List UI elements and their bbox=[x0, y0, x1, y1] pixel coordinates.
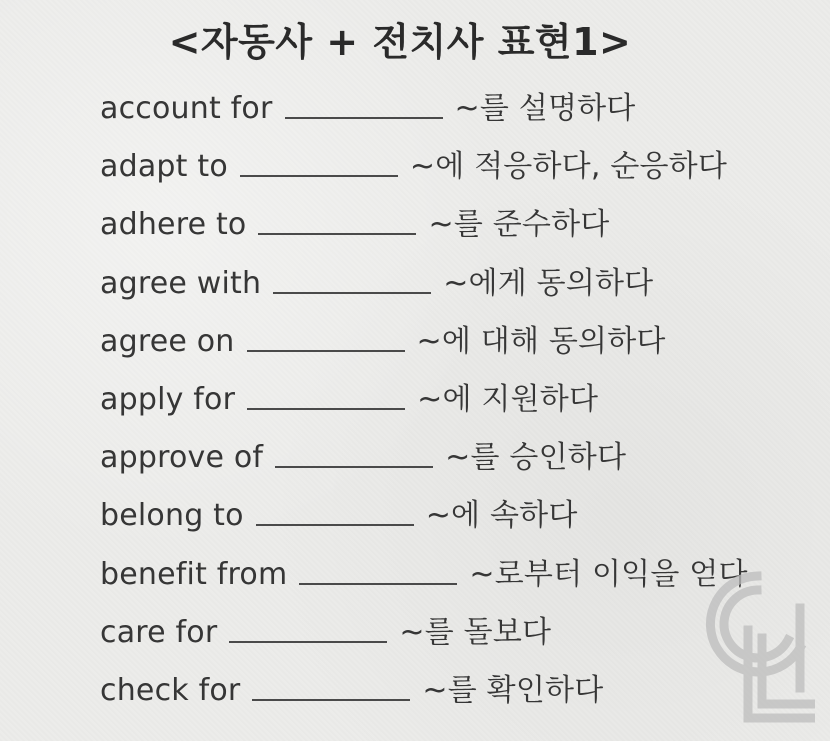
meaning-text: ~를 돌보다 bbox=[399, 614, 552, 650]
list-item bbox=[100, 662, 748, 720]
phrase-text: belong to bbox=[100, 498, 244, 534]
phrase-text: approve of bbox=[100, 440, 264, 476]
phrase-text: account for bbox=[100, 91, 273, 127]
blank-line bbox=[252, 677, 410, 701]
list-item bbox=[100, 80, 748, 138]
blank-line bbox=[240, 153, 398, 177]
meaning-text: ~에 지원하다 bbox=[417, 382, 599, 418]
blank-line bbox=[273, 270, 431, 294]
meaning-text: ~에 속하다 bbox=[425, 498, 578, 534]
phrase-text: agree on bbox=[100, 323, 235, 359]
blank-line bbox=[247, 328, 405, 352]
phrase-list bbox=[100, 80, 748, 720]
blank-line bbox=[247, 386, 405, 410]
meaning-text: ~를 승인하다 bbox=[445, 440, 627, 476]
list-item bbox=[100, 429, 748, 487]
meaning-text: ~에게 동의하다 bbox=[443, 265, 654, 301]
meaning-text: ~를 설명하다 bbox=[454, 91, 636, 127]
blank-line bbox=[299, 561, 457, 585]
list-item bbox=[100, 604, 748, 662]
phrase-text: benefit from bbox=[100, 556, 288, 592]
page-title: <자동사 + 전치사 표현1> bbox=[168, 20, 632, 64]
meaning-text: ~에 적응하다, 순응하다 bbox=[409, 149, 728, 185]
blank-line bbox=[258, 211, 416, 235]
phrase-text: care for bbox=[100, 614, 218, 650]
list-item bbox=[100, 371, 748, 429]
list-item bbox=[100, 138, 748, 196]
phrase-text: apply for bbox=[100, 382, 236, 418]
meaning-text: ~에 대해 동의하다 bbox=[416, 323, 666, 359]
list-item bbox=[100, 487, 748, 545]
phrase-text: agree with bbox=[100, 265, 262, 301]
phrase-text: check for bbox=[100, 672, 241, 708]
meaning-text: ~를 준수하다 bbox=[428, 207, 610, 243]
blank-line bbox=[285, 95, 443, 119]
phrase-text: adhere to bbox=[100, 207, 247, 243]
phrase-text: adapt to bbox=[100, 149, 228, 185]
list-item bbox=[100, 255, 748, 313]
meaning-text: ~를 확인하다 bbox=[422, 672, 604, 708]
list-item bbox=[100, 196, 748, 254]
meaning-text: ~로부터 이익을 얻다 bbox=[469, 556, 748, 592]
list-item bbox=[100, 546, 748, 604]
brand-logo-watermark-icon bbox=[700, 568, 815, 733]
blank-line bbox=[229, 619, 387, 643]
blank-line bbox=[275, 444, 433, 468]
list-item bbox=[100, 313, 748, 371]
blank-line bbox=[256, 502, 414, 526]
